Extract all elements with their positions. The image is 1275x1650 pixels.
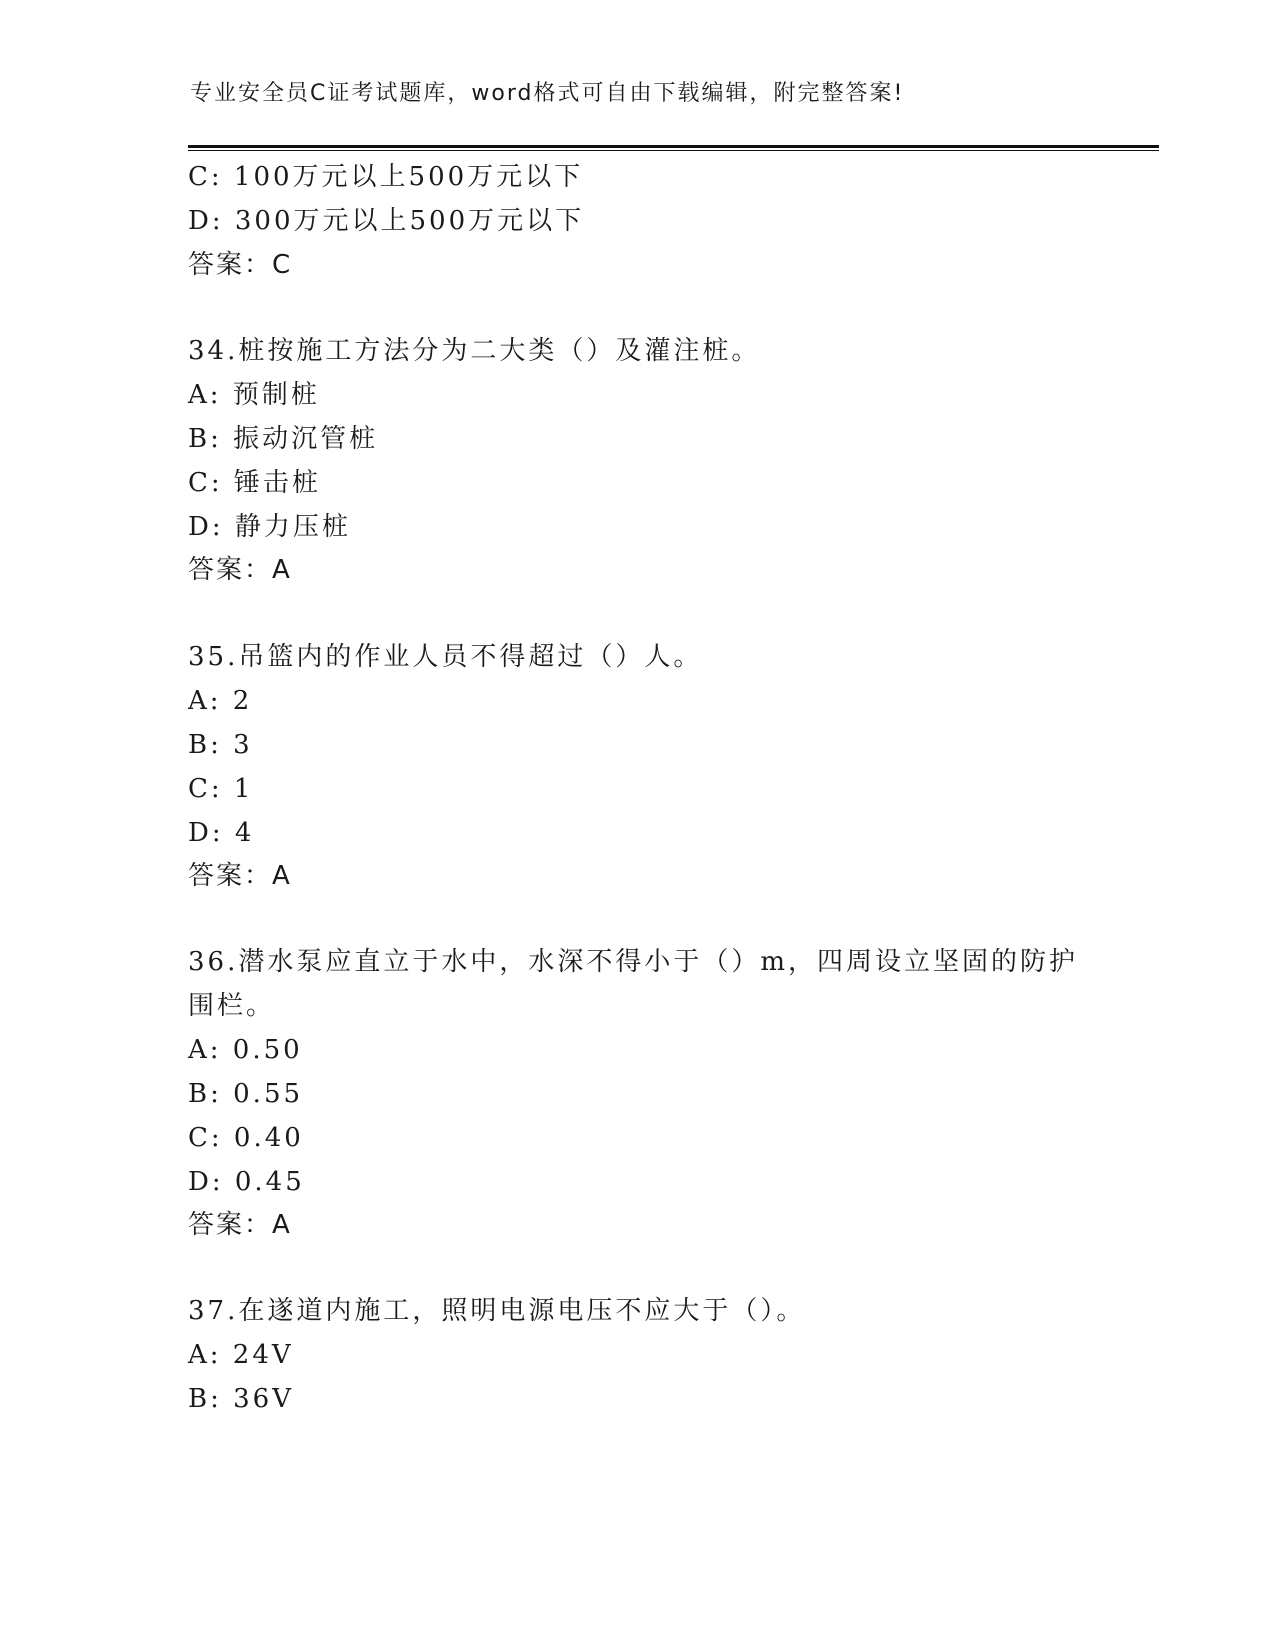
option-b-q34: B: 振动沉管桩	[188, 424, 379, 454]
option-c-q36: C: 0.40	[188, 1123, 304, 1153]
option-c-q35: C: 1	[188, 774, 254, 804]
question-34: 34.桩按施工方法分为二大类（）及灌注桩。	[188, 336, 761, 366]
option-a-q35: A: 2	[188, 686, 253, 716]
option-b-q37: B: 36V	[188, 1384, 294, 1414]
option-a-q34: A: 预制桩	[188, 380, 320, 410]
option-b-q36: B: 0.55	[188, 1079, 304, 1109]
option-c-q34: C: 锤击桩	[188, 468, 321, 498]
answer-q35: 答案：A	[188, 861, 292, 891]
answer-q36: 答案：A	[188, 1210, 292, 1240]
question-37: 37.在遂道内施工，照明电源电压不应大于（）。	[188, 1296, 806, 1326]
option-c-q33: C: 100万元以上500万元以下	[188, 162, 584, 192]
option-d-q35: D: 4	[188, 818, 255, 848]
question-36-cont: 围栏。	[188, 991, 276, 1021]
option-a-q36: A: 0.50	[188, 1035, 303, 1065]
option-d-q33: D: 300万元以上500万元以下	[188, 206, 585, 236]
header-rule-thick	[188, 145, 1159, 148]
option-d-q36: D: 0.45	[188, 1167, 305, 1197]
option-a-q37: A: 24V	[188, 1340, 294, 1370]
header-rule-thin	[188, 150, 1159, 151]
answer-q33: 答案：C	[188, 250, 293, 280]
answer-q34: 答案：A	[188, 555, 292, 585]
page-header: 专业安全员C证考试题库，word格式可自由下载编辑，附完整答案!	[190, 81, 905, 106]
option-d-q34: D: 静力压桩	[188, 512, 351, 542]
option-b-q35: B: 3	[188, 730, 253, 760]
question-36: 36.潜水泵应直立于水中，水深不得小于（）m，四周设立坚固的防护	[188, 947, 1079, 977]
question-35: 35.吊篮内的作业人员不得超过（）人。	[188, 642, 703, 672]
